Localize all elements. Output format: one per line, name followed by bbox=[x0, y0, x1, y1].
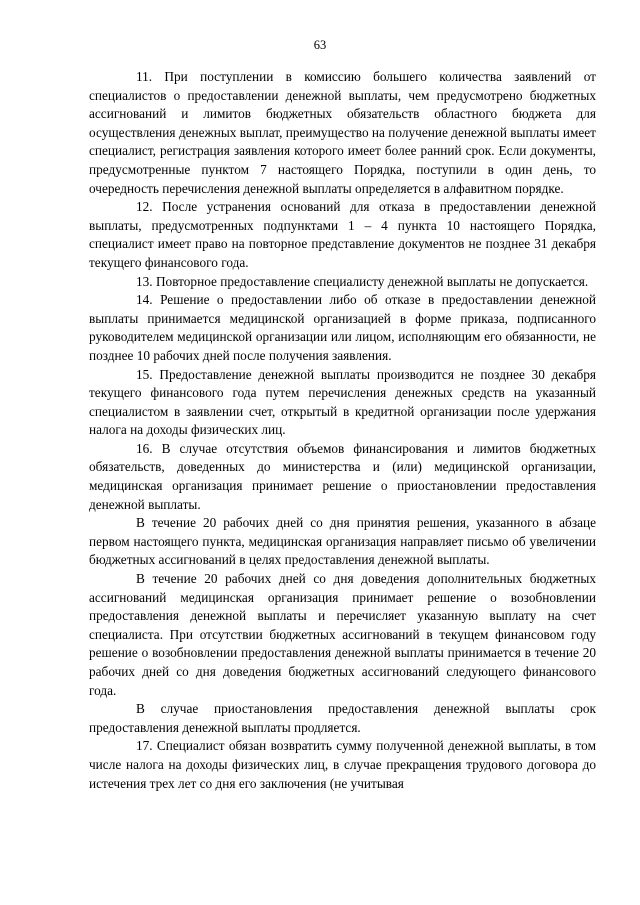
paragraph-12: 12. После устранения оснований для отказа в предоставлении денежной выплаты, предусмотренных подпунктами 1 – 4 пункта 10 настоящего Порядка, специалист имеет право на повторное представление документов не позднее 31 декабря текущего финансового года. bbox=[89, 199, 596, 270]
document-body bbox=[89, 68, 596, 793]
paragraph-11: 11. При поступлении в комиссию большего количества заявлений от специалистов о предоставлении денежной выплаты, чем предусмотрено бюджетных ассигнований и лимитов бюджетных обязательств областного бюджета для осуществления денежных выплат, преимущество на получение денежной выплаты имеет специалист, регистрация заявления которого имеет более ранний срок. Если документы, предусмотренные пунктом 7 настоящего Порядка, поступили в один день, то очередность перечисления денежной выплаты определяется в алфавитном порядке. bbox=[89, 69, 596, 196]
paragraph-16-second: В течение 20 рабочих дней со дня принятия решения, указанного в абзаце первом настоящего пункта, медицинская организация направляет письмо об увеличении бюджетных ассигнований в целях предоставления денежной выплаты. bbox=[89, 515, 596, 568]
paragraph-15: 15. Предоставление денежной выплаты производится не позднее 30 декабря текущего финансового года путем перечисления денежных средств на указанный специалистом в заявлении счет, открытый в кредитной организации после удержания налога на доходы физических лиц. bbox=[89, 366, 596, 438]
paragraph-14: 14. Решение о предоставлении либо об отказе в предоставлении денежной выплаты принимается медицинской организацией в форме приказа, подписанного руководителем медицинской организации или лицом, исполняющим его обязанности, не позднее 10 рабочих дней после получения заявления. bbox=[89, 292, 596, 363]
paragraph-13: 13. Повторное предоставление специалисту денежной выплаты не допускается. bbox=[136, 273, 589, 289]
paragraph-17: 17. Специалист обязан возвратить сумму полученной денежной выплаты, в том числе налога на доходы физических лиц, в случае прекращения трудового договора до истечения трех лет со дня его заключения (не учитывая bbox=[89, 738, 596, 791]
paragraph-16: 16. В случае отсутствия объемов финансирования и лимитов бюджетных обязательств, доведенных до министерства и (или) медицинской организации, медицинская организация принимает решение о приостановлении предоставления денежной выплаты. bbox=[89, 440, 596, 512]
paragraph-16-third: В течение 20 рабочих дней со дня доведения дополнительных бюджетных ассигнований медицинская организация принимает решение о возобновлении предоставления денежной выплаты и перечисляет указанную выплату на счет специалиста. При отсутствии бюджетных ассигнований в текущем финансовом году решение о возобновлении предоставления денежной выплаты принимается в течение 20 рабочих дней со дня доведения бюджетных ассигнований следующего финансового года. bbox=[89, 571, 596, 698]
paragraph-16-fourth: В случае приостановления предоставления денежной выплаты срок предоставления денежной выплаты продляется. bbox=[89, 701, 596, 735]
page-number: 63 bbox=[313, 38, 327, 52]
